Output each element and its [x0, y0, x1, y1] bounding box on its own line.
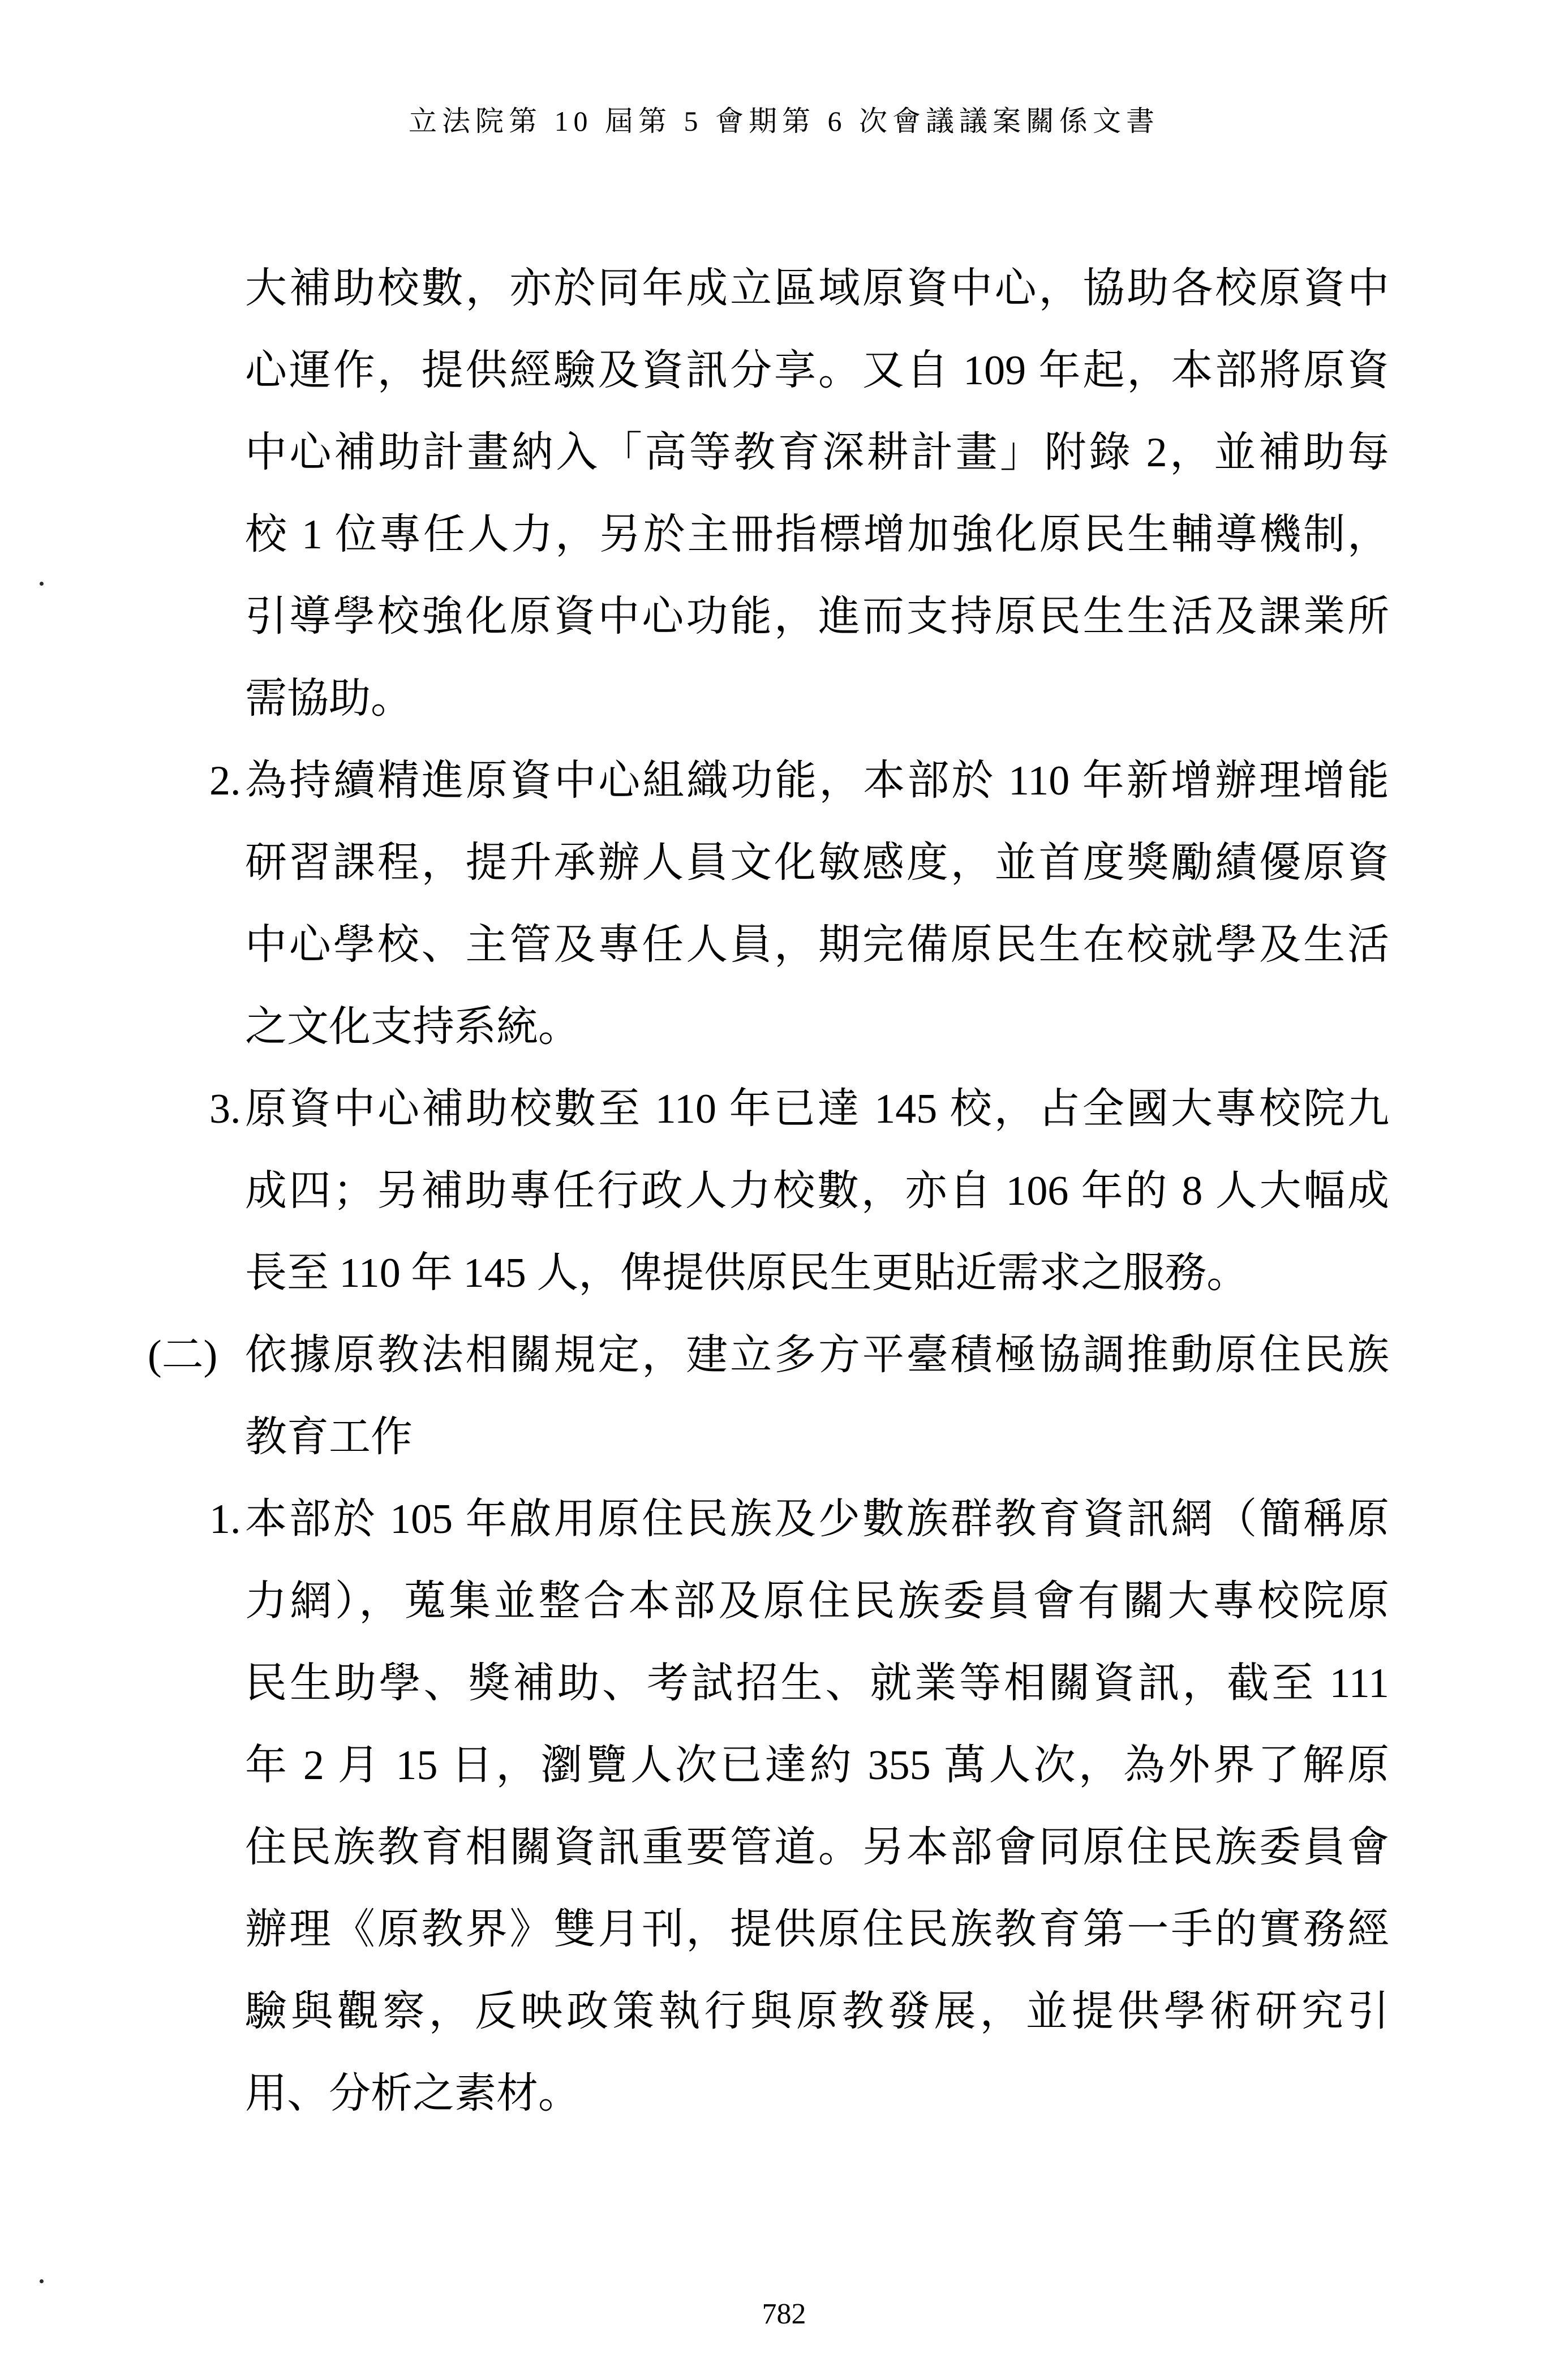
text-line: 辦理《原教界》雙月刊，提供原住民族教育第一手的實務經	[245, 1906, 1389, 1953]
text-line: 依據原教法相關規定，建立多方平臺積極協調推動原住民族	[245, 1332, 1389, 1378]
text-line: 校 1 位專任人力，另於主冊指標增加強化原民生輔導機制，	[245, 512, 1389, 558]
section-heading-paragraph	[148, 1314, 1389, 1479]
text-line: 心運作，提供經驗及資訊分享。又自 109 年起，本部將原資	[245, 347, 1389, 394]
text-line: 需協助。	[245, 676, 413, 722]
scan-speck	[40, 2279, 44, 2283]
document-header: 立法院第 10 屆第 5 會期第 6 次會議議案關係文書	[409, 105, 1159, 137]
text-line: 為持續精進原資中心組織功能，本部於 110 年新增辦理增能	[245, 758, 1389, 804]
text-line: 成四；另補助專任行政人力校數，亦自 106 年的 8 人大幅成	[245, 1168, 1389, 1214]
document-body	[148, 248, 1389, 2135]
text-line: 之文化支持系統。	[245, 1004, 580, 1050]
text-line: 教育工作	[245, 1414, 413, 1460]
numbered-list-paragraph	[209, 1479, 1389, 2135]
page-number: 782	[762, 2298, 806, 2330]
text-line: 引導學校強化原資中心功能，進而支持原民生生活及課業所	[245, 594, 1389, 640]
text-line: 長至 110 年 145 人，俾提供原民生更貼近需求之服務。	[245, 1250, 1249, 1296]
list-number-marker: 2.	[209, 758, 241, 804]
text-line: 中心補助計畫納入「高等教育深耕計畫」附錄 2，並補助每	[245, 429, 1389, 476]
continuation-paragraph	[245, 248, 1389, 740]
numbered-list-paragraph	[209, 740, 1389, 1068]
text-line: 住民族教育相關資訊重要管道。另本部會同原住民族委員會	[245, 1824, 1389, 1871]
text-line: 年 2 月 15 日，瀏覽人次已達約 355 萬人次，為外界了解原	[245, 1742, 1389, 1789]
text-line: 原資中心補助校數至 110 年已達 145 校，占全國大專校院九	[245, 1086, 1389, 1132]
text-line: 用、分析之素材。	[245, 2070, 580, 2117]
text-line: 民生助學、獎補助、考試招生、就業等相關資訊，截至 111	[245, 1660, 1389, 1707]
text-line: 研習課程，提升承辦人員文化敏感度，並首度獎勵績優原資	[245, 840, 1389, 886]
text-line: 驗與觀察，反映政策執行與原教發展，並提供學術研究引	[245, 1988, 1389, 2035]
section-marker: (二)	[148, 1332, 218, 1378]
scan-speck	[40, 582, 44, 586]
text-line: 大補助校數，亦於同年成立區域原資中心，協助各校原資中	[245, 265, 1389, 312]
list-number-marker: 3.	[209, 1086, 241, 1132]
numbered-list-paragraph	[209, 1068, 1389, 1314]
text-line: 力網），蒐集並整合本部及原住民族委員會有關大專校院原	[245, 1578, 1389, 1625]
text-line: 本部於 105 年啟用原住民族及少數族群教育資訊網（簡稱原	[245, 1496, 1389, 1543]
list-number-marker: 1.	[209, 1496, 241, 1543]
text-line: 中心學校、主管及專任人員，期完備原民生在校就學及生活	[245, 922, 1389, 968]
